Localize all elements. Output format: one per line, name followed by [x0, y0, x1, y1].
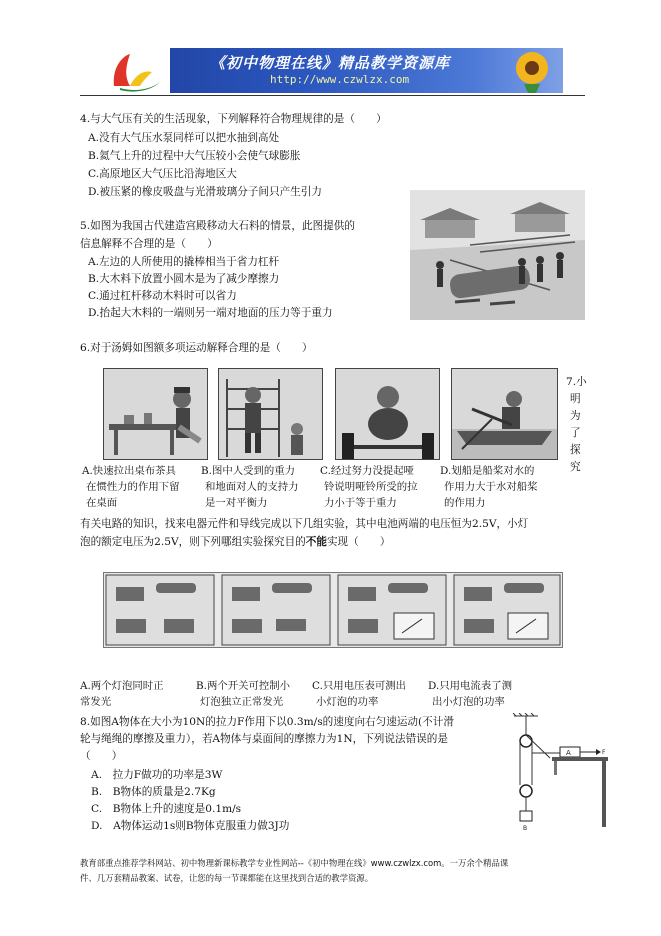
- q4-option-d: D.被压紧的橡皮吸盘与光滑玻璃分子间只产生引力: [88, 186, 322, 198]
- q8-line1: 8.如图A物体在大小为10N的拉力F作用下以0.3m/s的速度向右匀速运动(不计滑: [80, 716, 454, 728]
- q6-stem: 6.对于汤姆如图额多项运动解释合理的是（ ）: [80, 342, 313, 354]
- rowing-boat-icon: [452, 369, 557, 459]
- q6-option-b: B.图中人受到的重力 和地面对人的支持力 是一对平衡力: [201, 465, 299, 509]
- pulley-label-f: F: [602, 749, 606, 756]
- q5-option-d: D.抬起大木料的一端则另一端对地面的压力等于重力: [88, 307, 333, 319]
- q5-option-c: C.通过杠杆移动木料时可以省力: [88, 290, 237, 302]
- q8-line2: 轮与绳绳的摩擦及重力），若A物体与桌面间的摩擦力为1N，下列说法错误的是: [80, 733, 448, 745]
- q8-option-d: D. A物体运动1s则B物体克服重力做3J功: [91, 820, 290, 832]
- q7-side-char-4: 了: [570, 427, 581, 439]
- palace-stone-scene-icon: [410, 190, 585, 320]
- tablecloth-pull-icon: [104, 369, 207, 459]
- q6-panel-d: [451, 368, 558, 460]
- header-rule: [80, 95, 585, 96]
- q6-panel-c: [335, 368, 440, 460]
- q8-option-c: C. B物体上升的速度是0.1m/s: [91, 803, 242, 815]
- q7-option-c: C.只用电压表可测出 小灯泡的功率: [312, 680, 407, 708]
- q7-emphasis-not: 不能: [305, 536, 327, 548]
- q7-side-char-1: 7.小: [566, 376, 587, 388]
- q7-side-char-5: 探: [570, 444, 581, 456]
- ladder-climb-icon: [219, 369, 322, 459]
- q6-option-d: D.划船是船桨对水的 作用力大于水对船桨 的作用力: [440, 465, 538, 509]
- banner-title: 《初中物理在线》精品教学资源库: [210, 54, 451, 72]
- q7-side-char-3: 为: [570, 410, 581, 422]
- header-banner: [100, 48, 563, 93]
- q7-circuit-figures: [103, 572, 563, 648]
- footer-line1: 教育部重点推荐学科网站、初中物理新课标教学专业性网站--《初中物理在线》www.czwlzx.com。一万余个精品课: [80, 858, 509, 868]
- q4-stem: 4.与大气压有关的生活现象，下列解释符合物理规律的是（ ）: [80, 113, 387, 125]
- pulley-system-icon: [510, 713, 610, 831]
- q8-option-b: B. B物体的质量是2.7Kg: [91, 786, 216, 798]
- q4-option-a: A.没有大气压水泵同样可以把水抽到高处: [88, 132, 280, 144]
- q7-option-b: B.两个开关可控制小 灯泡独立正常发光: [196, 680, 291, 708]
- q7-option-d: D.只用电流表了测 出小灯泡的功率: [428, 680, 512, 708]
- pulley-label-b: B: [523, 825, 528, 831]
- q6-panel-a: [103, 368, 208, 460]
- pulley-label-a: A: [566, 749, 571, 757]
- q8-pulley-figure: [510, 713, 610, 831]
- q7-line2: 泡的额定电压为2.5V，则下列哪组实验探究目的不能实现（ ）: [80, 536, 391, 548]
- q8-line3: （ ）: [80, 750, 123, 762]
- q7-option-a: A.两个灯泡同时正 常发光: [80, 680, 164, 708]
- q5-option-b: B.大木料下放置小圆木是为了减少摩擦力: [88, 273, 280, 285]
- q7-line1: 有关电路的知识，找来电器元件和导线完成以下几组实验，其中电池两端的电压恒为2.5V，小灯: [80, 518, 529, 530]
- q6-comic-strip: [103, 368, 558, 460]
- q5-option-a: A.左边的人所使用的撬棒相当于省力杠杆: [88, 256, 280, 268]
- q7-side-char-2: 明: [570, 393, 581, 405]
- footer-line2: 件、几万套精品教案、试卷，让您的每一节课都能在这里找到合适的教学资源。: [80, 873, 374, 883]
- q5-stem-line2: 信息解释不合理的是（ ）: [80, 238, 218, 250]
- q5-stem-line1: 5.如图为我国古代建造宫殿移动大石料的情景，此图提供的: [80, 220, 355, 232]
- dumbbell-lift-icon: [336, 369, 439, 459]
- circuit-components-icon: [104, 573, 562, 647]
- banner-url[interactable]: http://www.czwlzx.com: [270, 73, 410, 86]
- q8-option-a: A. 拉力F做功的功率是3W: [91, 769, 223, 781]
- q7-side-char-6: 究: [570, 461, 581, 473]
- q6-option-a: A.快速拉出桌布茶具 在惯性力的作用下留 在桌面: [82, 465, 180, 509]
- q6-panel-b: [218, 368, 323, 460]
- q4-option-b: B.氦气上升的过程中大气压较小会使气球膨胀: [88, 150, 301, 162]
- q6-option-c: C.经过努力没提起哑 铃说明哑铃所受的拉 力小于等于重力: [320, 465, 418, 509]
- q4-option-c: C.高原地区大气压比沿海地区大: [88, 168, 237, 180]
- q5-illustration: [410, 190, 585, 320]
